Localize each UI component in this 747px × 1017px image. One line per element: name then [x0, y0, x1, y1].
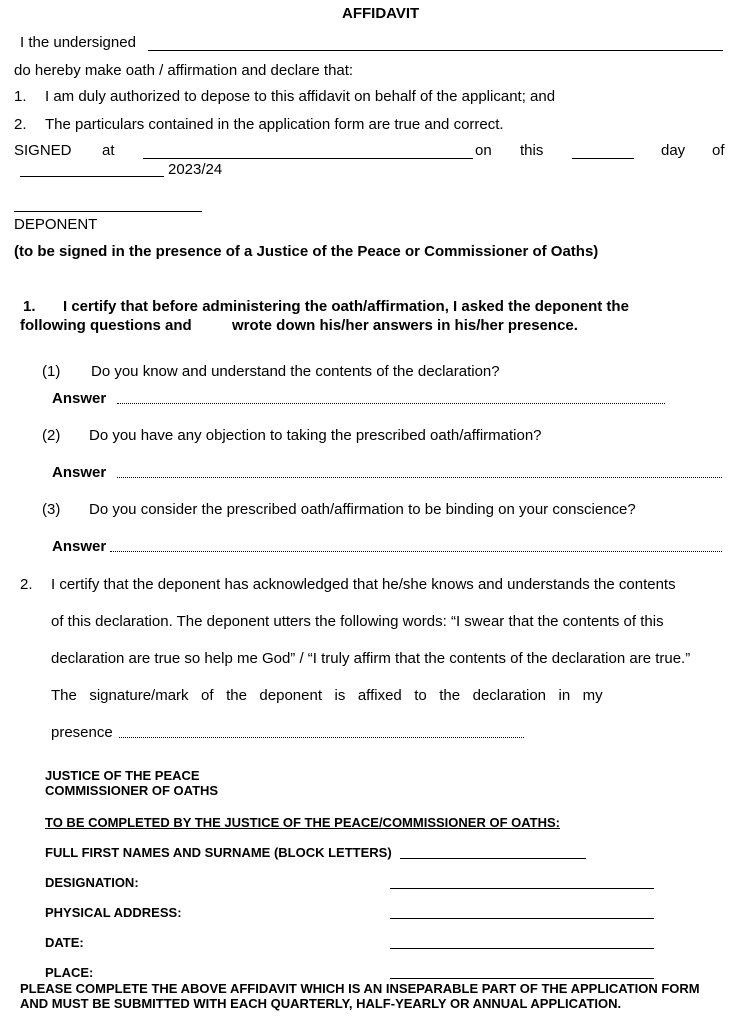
item-2-text: The particulars contained in the application form are true and correct.: [45, 116, 504, 133]
certify-1-number: 1.: [23, 298, 36, 315]
designation-label: DESIGNATION:: [45, 875, 139, 890]
certify-2-line3: declaration are true so help me God” / “I truly affirm that the contents of the declaration are true.”: [51, 650, 691, 667]
designation-field[interactable]: [390, 888, 654, 889]
answer-2-field[interactable]: [117, 477, 722, 478]
certify-2-number: 2.: [20, 576, 33, 593]
deponent-label: DEPONENT: [14, 216, 98, 233]
place-field[interactable]: [390, 978, 654, 979]
question-3-text: Do you consider the prescribed oath/affirmation to be binding on your conscience?: [89, 501, 636, 518]
certify-2-line4: The signature/mark of the deponent is affixed to the declaration in my: [51, 687, 603, 704]
question-1-number: (1): [42, 363, 61, 380]
answer-3-field[interactable]: [110, 551, 722, 552]
deponent-signature-line[interactable]: [14, 211, 202, 212]
on-label: on: [475, 142, 492, 159]
answer-2-label: Answer: [52, 464, 107, 481]
signed-at-field[interactable]: [143, 158, 473, 159]
certify-1-line2a: following questions and: [20, 317, 192, 334]
question-2-number: (2): [42, 427, 61, 444]
day-field[interactable]: [572, 158, 634, 159]
certify-1-line2b: wrote down his/her answers in his/her presence.: [232, 317, 578, 334]
at-label: at: [102, 142, 115, 159]
certify-2-line1: I certify that the deponent has acknowledged that he/she knows and understands the contents: [51, 576, 676, 593]
certify-1-line1: I certify that before administering the oath/affirmation, I asked the deponent the: [63, 298, 629, 315]
answer-1-field[interactable]: [117, 403, 665, 404]
footer-line1: PLEASE COMPLETE THE ABOVE AFFIDAVIT WHICH IS AN INSEPARABLE PART OF THE APPLICATION FORM: [20, 981, 700, 996]
date-field[interactable]: [390, 948, 654, 949]
physical-address-field[interactable]: [390, 918, 654, 919]
page-title: AFFIDAVIT: [342, 5, 420, 22]
answer-1-label: Answer: [52, 390, 107, 407]
of-label: of: [712, 142, 725, 159]
date-label: DATE:: [45, 935, 84, 950]
justice-of-peace-label: JUSTICE OF THE PEACE: [45, 768, 200, 783]
question-2-text: Do you have any objection to taking the prescribed oath/affirmation?: [89, 427, 542, 444]
answer-3-label: Answer: [52, 538, 107, 555]
place-label: PLACE:: [45, 965, 94, 980]
commissioner-label: COMMISSIONER OF OATHS: [45, 783, 219, 798]
item-2-number: 2.: [14, 116, 27, 133]
deponent-note: (to be signed in the presence of a Justice of the Peace or Commissioner of Oaths): [14, 243, 599, 260]
signed-label: SIGNED: [14, 142, 72, 159]
declare-text: do hereby make oath / affirmation and declare that:: [14, 62, 354, 79]
question-1-text: Do you know and understand the contents of the declaration?: [91, 363, 500, 380]
certify-2-line2: of this declaration. The deponent utters the following words: “I swear that the contents of this: [51, 613, 664, 630]
year-text: 2023/24: [168, 161, 223, 178]
undersigned-label: I the undersigned: [20, 34, 136, 51]
completion-heading: TO BE COMPLETED BY THE JUSTICE OF THE PEACE/COMMISSIONER OF OATHS:: [45, 815, 560, 830]
presence-signature-field[interactable]: [119, 737, 524, 738]
question-3-number: (3): [42, 501, 61, 518]
day-label: day: [661, 142, 686, 159]
certify-2-line5: presence: [51, 724, 113, 741]
this-label: this: [520, 142, 544, 159]
full-names-label: FULL FIRST NAMES AND SURNAME (BLOCK LETTERS): [45, 845, 392, 860]
undersigned-name-field[interactable]: [148, 50, 723, 51]
physical-address-label: PHYSICAL ADDRESS:: [45, 905, 182, 920]
item-1-text: I am duly authorized to depose to this affidavit on behalf of the applicant; and: [45, 88, 556, 105]
footer-line2: AND MUST BE SUBMITTED WITH EACH QUARTERLY, HALF-YEARLY OR ANNUAL APPLICATION.: [20, 996, 622, 1011]
full-names-field[interactable]: [400, 858, 586, 859]
item-1-number: 1.: [14, 88, 27, 105]
month-field[interactable]: [20, 176, 164, 177]
